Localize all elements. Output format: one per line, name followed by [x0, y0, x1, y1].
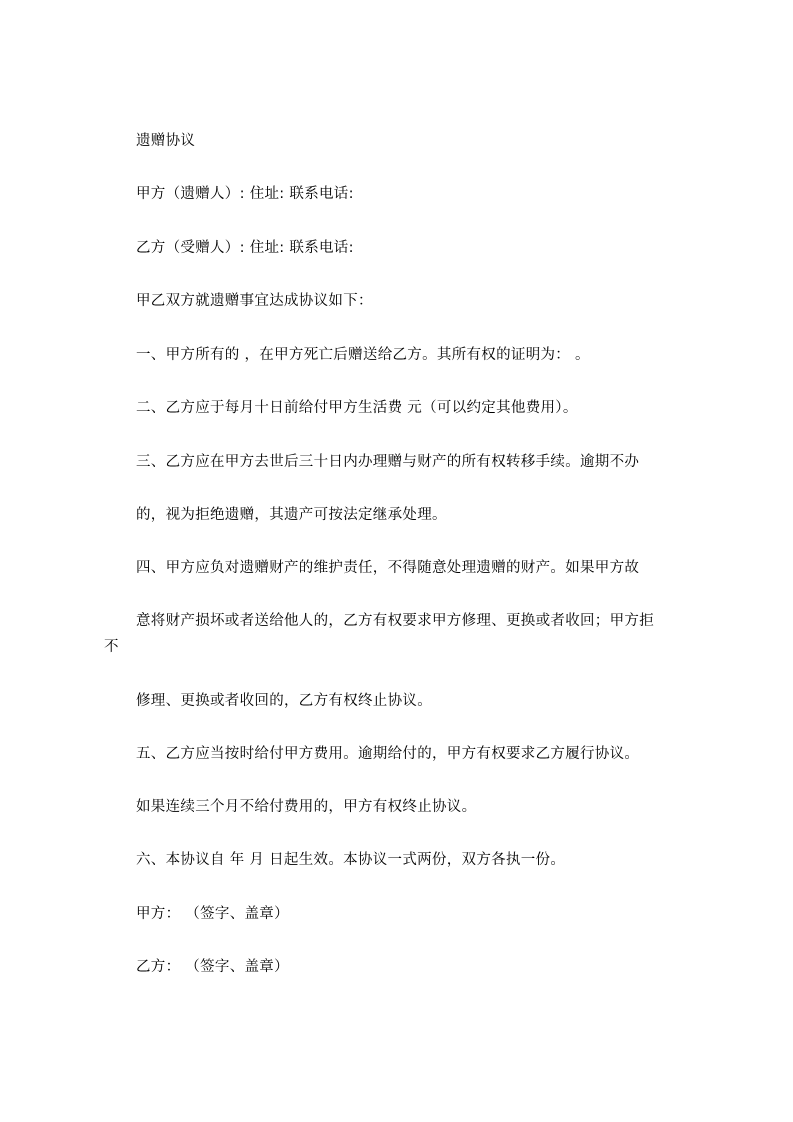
- party-b-info: 乙方（受赠人）: 住址: 联系电话:: [136, 240, 354, 256]
- intro-paragraph: 甲乙双方就遗赠事宜达成协议如下：: [136, 293, 373, 309]
- clause-4-line-4: 修理、更换或者收回的，乙方有权终止协议。: [136, 693, 432, 709]
- party-a-info: 甲方（遗赠人）: 住址: 联系电话:: [136, 186, 354, 202]
- clause-5-line-2: 如果连续三个月不给付费用的，甲方有权终止协议。: [136, 799, 477, 815]
- clause-4-line-1: 四、甲方应负对遗赠财产的维护责任，不得随意处理遗赠的财产。如果甲方故: [136, 560, 640, 576]
- clause-2: 二、乙方应于每月十日前给付甲方生活费 元（可以约定其他费用）。: [136, 400, 578, 416]
- clause-4-line-2: 意将财产损坏或者送给他人的，乙方有权要求甲方修理、更换或者收回；甲方拒: [136, 613, 654, 629]
- clause-4-line-3: 不: [104, 639, 119, 655]
- clause-3-line-1: 三、乙方应在甲方去世后三十日内办理赠与财产的所有权转移手续。逾期不办: [136, 454, 640, 470]
- signature-party-a: 甲方： （签字、盖章）: [136, 906, 289, 922]
- signature-party-b: 乙方： （签字、盖章）: [136, 959, 289, 975]
- document-title: 遗赠协议: [136, 133, 196, 149]
- clause-3-line-2: 的，视为拒绝遗赠，其遗产可按法定继承处理。: [136, 507, 447, 523]
- clause-1: 一、甲方所有的 ，在甲方死亡后赠送给乙方。其所有权的证明为： 。: [136, 347, 590, 363]
- clause-6: 六、本协议自 年 月 日起生效。本协议一式两份，双方各执一份。: [136, 852, 566, 868]
- clause-5-line-1: 五、乙方应当按时给付甲方费用。逾期给付的，甲方有权要求乙方履行协议。: [136, 746, 640, 762]
